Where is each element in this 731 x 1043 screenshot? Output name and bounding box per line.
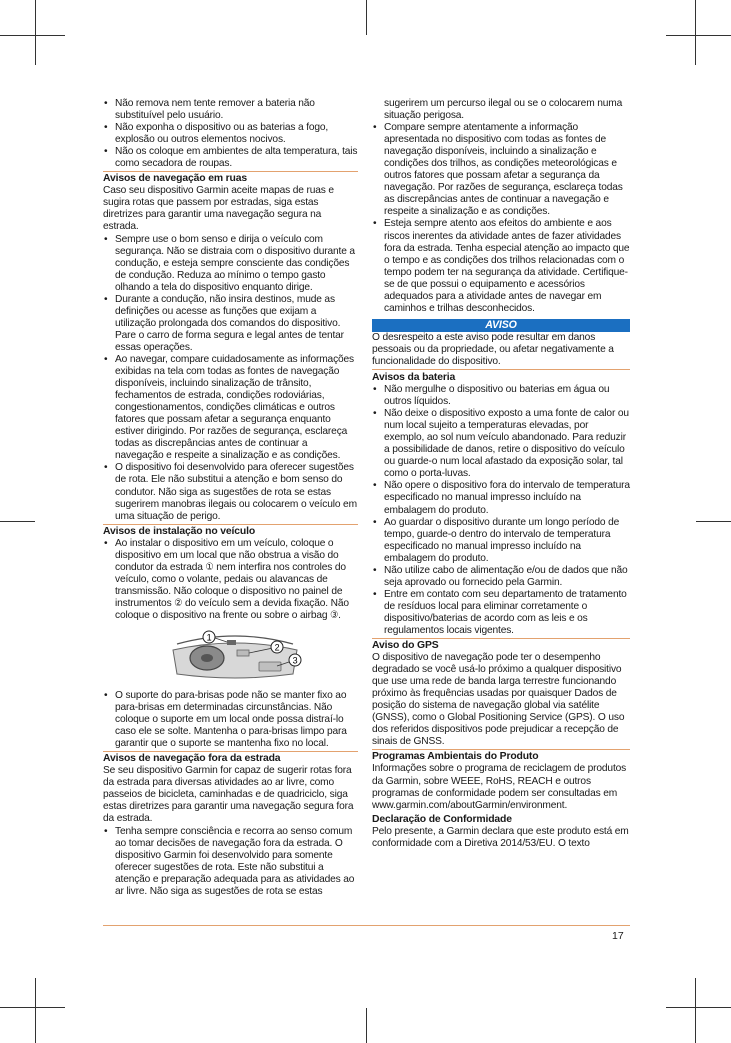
crop-mark	[696, 521, 731, 522]
list-item: • O suporte do para-brisas pode não se manter fixo ao para-brisas em determinadas circunstâncias. Não coloque o suporte em um local onde possa distraí-lo caso ele se solte. Mantenha o para-brisas limpo para garantir que o suporte se mantenha fixo no local.	[103, 690, 358, 750]
footer-rule	[103, 925, 630, 926]
list-item: • Sempre use o bom senso e dirija o veículo com segurança. Não se distraia com o dispositivo durante a condução, e esteja sempre consciente das condições de condução. Reduza ao mínimo o tempo gasto olhando a tela do dispositivo enquanto dirige.	[103, 234, 358, 294]
crop-mark	[35, 0, 36, 65]
svg-text:3: 3	[292, 655, 298, 666]
car-dashboard-icon	[165, 624, 305, 684]
list-item: • Ao navegar, compare cuidadosamente as informações exibidas na tela com todas as fontes de navegação disponíveis, incluindo sinalização de trânsito, fechamentos de estrada, condições rodoviárias, congestionamentos, condições climáticas e outros fatores que possam afetar a segurança enquanto estiver dirigindo. Por razões de segurança, esclareça todas as discrepâncias antes de continuar a navegação e respeite a sinalização e as condições.	[103, 354, 358, 462]
section-body: O dispositivo de navegação pode ter o desempenho degradado se você usá-lo próximo a qualquer dispositivo que use uma rede de banda larga terrestre funcionando próximo às frequências usadas por quaisquer Dados de posição do sistema de navegação global via satélite (GNSS), como o Global Positioning Service (GPS). O uso dos referidos dispositivos pode prejudicar a recepção de sinais de GNSS.	[372, 652, 625, 748]
notice-banner: AVISO	[372, 319, 630, 332]
list-item: • Tenha sempre consciência e recorra ao senso comum ao tomar decisões de navegação fora da estrada. O dispositivo Garmin foi desenvolvido para somente oferecer sugestões de rota. Este não substitui a atenção e preparação adequada para as atividades ao ar livre. Não siga as sugestões de rota se estas	[103, 826, 358, 898]
left-column	[103, 98, 358, 898]
list-item: • O dispositivo foi desenvolvido para oferecer sugestões de rota. Ele não substitui a atenção e bom senso do condutor. Não siga as sugestões de rota se estas sugerirem manobras ilegais ou colocarem o veículo em uma situação de perigo.	[103, 462, 358, 522]
crop-mark	[0, 521, 35, 522]
list-item: • Durante a condução, não insira destinos, mude as definições ou acesse as funções que exijam a utilização prolongada dos comandos do dispositivo. Pare o carro de forma segura e legal antes de tentar essas operações.	[103, 294, 358, 354]
section-body: Caso seu dispositivo Garmin aceite mapas de ruas e sugira rotas que passem por estradas, siga estas diretrizes para garantir uma navegação segura na estrada.	[103, 185, 334, 233]
right-column	[372, 98, 630, 850]
section-body: Se seu dispositivo Garmin for capaz de sugerir rotas fora da estrada para diversas atividades ao ar livre, como passeios de bicicleta, caminhadas e de quadriciclo, siga estas diretrizes para garantir uma navegação segura fora da estrada.	[103, 765, 354, 825]
bullet-list	[103, 690, 358, 750]
list-item: • Ao instalar o dispositivo em um veículo, coloque o dispositivo em um local que não obstrua a visão do condutor da estrada ① nem interfira nos controles do veículo, como o volante, pedais ou alavancas de transmissão. Não coloque o dispositivo no painel de instrumentos ② do veículo sem a devida fixação. Não coloque o dispositivo na frente ou sobre o airbag ③.	[103, 538, 358, 622]
list-item: • Ao guardar o dispositivo durante um longo período de tempo, guarde-o dentro do intervalo de temperatura especificado no manual impresso incluído na embalagem do produto.	[372, 517, 630, 565]
list-item: • Não opere o dispositivo fora do intervalo de temperatura especificado no manual impresso incluído na embalagem do produto.	[372, 480, 630, 516]
crop-mark	[695, 978, 696, 1043]
section-heading: Programas Ambientais do Produto	[372, 751, 539, 763]
page-number: 17	[612, 930, 624, 942]
vehicle-install-section	[103, 524, 358, 751]
intro-bullet-list	[103, 98, 358, 170]
road-navigation-section	[103, 171, 358, 522]
list-item-continuation: sugerirem um percurso ilegal ou se o colocarem numa situação perigosa.	[384, 98, 623, 122]
section-heading: Avisos de navegação fora da estrada	[103, 753, 281, 765]
section-heading: Avisos da bateria	[372, 371, 456, 383]
section-heading: Aviso do GPS	[372, 640, 439, 652]
svg-text:1: 1	[206, 632, 212, 643]
list-item: • Não remova nem tente remover a bateria não substituível pelo usuário.	[103, 98, 358, 122]
environmental-section	[372, 749, 630, 811]
notice-body: O desrespeito a este aviso pode resultar em danos pessoais ou da propriedade, ou afetar negativamente a funcionalidade do dispositivo.	[372, 332, 630, 370]
crop-mark	[366, 1008, 367, 1043]
crop-mark	[695, 0, 696, 65]
crop-mark	[666, 1007, 731, 1008]
svg-text:2: 2	[274, 642, 280, 653]
section-body: Pelo presente, a Garmin declara que este produto está em conformidade com a Diretiva 2014/53/EU. O texto	[372, 825, 629, 849]
battery-section	[372, 371, 630, 637]
gps-section	[372, 638, 630, 748]
list-item: • Entre em contato com seu departamento de tratamento de resíduos local para eliminar corretamente o dispositivo/baterias de acordo com as leis e os regulamentos locais vigentes.	[372, 589, 630, 637]
bullet-list	[103, 826, 358, 898]
section-heading: Declaração de Conformidade	[372, 813, 512, 825]
list-item: • Esteja sempre atento aos efeitos do ambiente e aos riscos inerentes da atividade antes de fazer atividades fora da estrada. Tenha especial atenção ao impacto que o tempo e as condições dos trilhos relacionadas com o tempo podem ter na segurança da atividade. Certifique-se de que possui o equipamento e acessórios adequados para a atividade antes de navegar em caminhos e trilhas desconhecidos.	[372, 218, 630, 314]
dashboard-illustration	[103, 624, 358, 686]
crop-mark	[666, 35, 731, 36]
crop-mark	[0, 35, 65, 36]
bullet-list	[103, 234, 358, 523]
section-heading: Avisos de instalação no veículo	[103, 525, 256, 537]
list-item: • Não utilize cabo de alimentação e/ou de dados que não seja aprovado ou fornecido pela Garmin.	[372, 565, 630, 589]
list-item: • Não deixe o dispositivo exposto a uma fonte de calor ou num local sujeito a temperaturas elevadas, por exemplo, ao sol num veículo abandonado. Para reduzir a possibilidade de danos, retire o dispositivo do veículo ou guarde-o num local afastado da exposição solar, tal como o porta-luvas.	[372, 408, 630, 480]
conformity-section	[372, 813, 630, 850]
offroad-navigation-section	[103, 751, 358, 898]
section-body: Informações sobre o programa de reciclagem de produtos da Garmin, sobre WEEE, RoHS, REACH e outros programas de conformidade podem ser consultadas em www.garmin.com/aboutGarmin/environment.	[372, 763, 627, 811]
crop-mark	[35, 978, 36, 1043]
list-item: • Não mergulhe o dispositivo ou baterias em água ou outros líquidos.	[372, 384, 630, 408]
bullet-list	[372, 122, 630, 315]
continued-list	[372, 98, 630, 122]
section-heading: Avisos de navegação em ruas	[103, 173, 247, 185]
list-item: • Não os coloque em ambientes de alta temperatura, tais como secadora de roupas.	[103, 146, 358, 170]
list-item: • Não exponha o dispositivo ou as baterias a fogo, explosão ou outros elementos nocivos.	[103, 122, 358, 146]
bullet-list	[372, 384, 630, 637]
crop-mark	[0, 1007, 65, 1008]
bullet-list	[103, 538, 358, 622]
list-item: • Compare sempre atentamente a informação apresentada no dispositivo com todas as fontes de navegação disponíveis, incluindo a sinalização e condições dos trilhos, as condições meteorológicas e outros fatores que possam afetar a segurança da navegação. Por razões de segurança, esclareça todas as discrepâncias antes de continuar a navegação e respeite a sinalização e as condições.	[372, 122, 630, 218]
crop-mark	[366, 0, 367, 35]
